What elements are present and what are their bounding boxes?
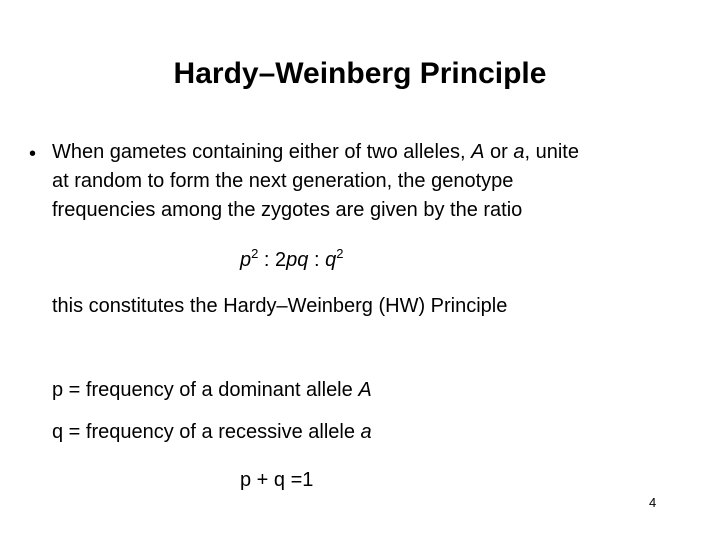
q-definition-allele: a — [360, 421, 372, 443]
bullet-line-1-text-b: , unite — [524, 141, 579, 163]
bullet-line-1-text-a: When gametes containing either of two alleles, — [52, 141, 472, 163]
bullet-line-1-or: or — [484, 141, 514, 163]
formula-pq: pq — [286, 249, 309, 271]
formula-q-exponent: 2 — [336, 246, 344, 261]
allele-lower: a — [513, 141, 525, 163]
formula-p: p — [240, 249, 252, 271]
bullet-line-3: frequencies among the zygotes are given by the ratio — [52, 199, 523, 221]
hw-principle-statement: this constitutes the Hardy–Weinberg (HW) Principle — [52, 295, 508, 317]
p-definition — [52, 376, 372, 404]
bullet-line-2: at random to form the next generation, the genotype — [52, 170, 514, 192]
p-definition-text: p = frequency of a dominant allele — [52, 379, 359, 401]
q-definition-text: q = frequency of a recessive allele — [52, 421, 361, 443]
bullet-line-1 — [52, 138, 702, 167]
q-definition — [52, 418, 372, 446]
formula-sep-2: : — [308, 249, 326, 271]
formula-p-exponent: 2 — [251, 246, 259, 261]
page-number: 4 — [649, 495, 657, 510]
slide-title: Hardy–Weinberg Principle — [173, 57, 547, 90]
formula-q: q — [325, 249, 337, 271]
genotype-ratio-formula — [240, 246, 343, 274]
allele-sum-equation: p + q =1 — [240, 469, 314, 491]
p-definition-allele: A — [358, 379, 372, 401]
allele-upper: A — [471, 141, 485, 163]
formula-sep-1: : 2 — [258, 249, 287, 271]
bullet-paragraph — [52, 138, 702, 225]
bullet-marker: • — [29, 143, 37, 165]
